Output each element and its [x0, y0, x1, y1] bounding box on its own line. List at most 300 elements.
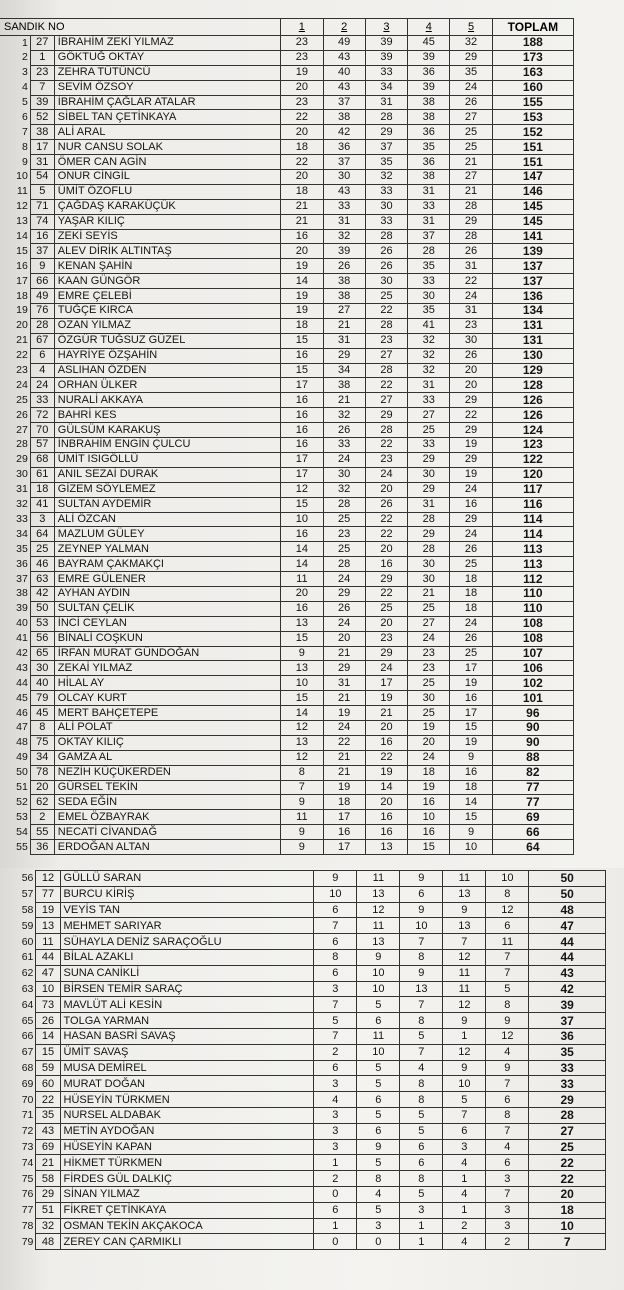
vote-count-3: 30: [365, 199, 407, 214]
vote-count-1: 16: [281, 408, 323, 423]
total-votes: 122: [492, 452, 573, 467]
vote-count-4: 39: [408, 50, 450, 65]
candidate-name: ZEKAİ YILMAZ: [54, 661, 280, 676]
total-votes: 155: [492, 95, 573, 110]
vote-count-5: 6: [486, 918, 529, 934]
vote-count-4: 37: [408, 229, 450, 244]
candidate-name: ZEREY CAN ÇARMIKLI: [60, 1234, 314, 1250]
row-number: 56: [21, 872, 34, 885]
table-row: [0, 572, 574, 587]
row-number: 12: [16, 200, 28, 213]
vote-count-5: 7: [486, 1076, 529, 1092]
vote-count-5: 18: [450, 601, 492, 616]
vote-count-5: 27: [450, 110, 492, 125]
row-number: 74: [21, 1156, 34, 1169]
vote-count-3: 5: [400, 1123, 443, 1139]
row-number: 46: [16, 706, 28, 719]
vote-count-4: 21: [408, 586, 450, 601]
vote-count-5: 22: [450, 274, 492, 289]
candidate-name: OZAN YILMAZ: [54, 318, 280, 333]
vote-count-3: 14: [365, 780, 407, 795]
candidate-name: ÖZGÜR TUĞSUZ GÜZEL: [54, 333, 280, 348]
row-number: 7: [21, 125, 28, 138]
total-votes: 102: [492, 676, 573, 691]
ballot-box-number: 67: [30, 333, 54, 348]
vote-count-1: 20: [281, 586, 323, 601]
vote-count-5: 29: [450, 50, 492, 65]
row-number: 70: [21, 1093, 34, 1106]
ballot-box-number: 59: [36, 1060, 60, 1076]
vote-count-3: 22: [365, 750, 407, 765]
table-row: [0, 80, 574, 95]
ballot-box-number: 43: [36, 1123, 60, 1139]
candidate-name: SULTAN AYDEMİR: [54, 497, 280, 512]
vote-count-4: 23: [408, 661, 450, 676]
vote-count-2: 37: [323, 95, 365, 110]
table-row: [6, 1092, 606, 1108]
vote-count-3: 8: [400, 949, 443, 965]
table-row: [0, 393, 574, 408]
vote-count-3: 39: [365, 50, 407, 65]
candidate-name: NURALİ AKKAYA: [54, 393, 280, 408]
row-number: 38: [16, 587, 28, 600]
table-row: [6, 1139, 606, 1155]
vote-count-5: 15: [450, 810, 492, 825]
ballot-box-number: 21: [36, 1155, 60, 1171]
row-number: 73: [21, 1140, 34, 1153]
row-number: 14: [16, 230, 28, 243]
total-votes: 147: [492, 170, 573, 185]
vote-count-1: 3: [314, 981, 357, 997]
vote-count-4: 25: [408, 706, 450, 721]
vote-count-1: 6: [314, 1202, 357, 1218]
candidate-name: OKTAY KILIÇ: [54, 735, 280, 750]
vote-count-5: 7: [486, 949, 529, 965]
candidate-name: ERDOĞAN ALTAN: [54, 840, 280, 855]
vote-count-2: 17: [323, 840, 365, 855]
vote-count-5: 24: [450, 80, 492, 95]
candidate-name: GAMZA AL: [54, 750, 280, 765]
header-col-5: 5: [450, 19, 492, 36]
candidate-name: ALİ ÖZCAN: [54, 512, 280, 527]
candidate-name: OLCAY KURT: [54, 691, 280, 706]
ballot-box-number: 44: [36, 949, 60, 965]
total-votes: 153: [492, 110, 573, 125]
vote-count-2: 6: [357, 1013, 400, 1029]
row-number: 37: [16, 572, 28, 585]
total-votes: 136: [492, 289, 573, 304]
total-votes: 39: [529, 997, 606, 1013]
vote-count-2: 17: [323, 810, 365, 825]
candidate-name: OSMAN TEKİN AKÇAKOCA: [60, 1218, 314, 1234]
ballot-box-number: 36: [30, 840, 54, 855]
vote-count-1: 19: [281, 289, 323, 304]
vote-count-4: 29: [408, 527, 450, 542]
vote-count-4: 28: [408, 512, 450, 527]
row-number: 20: [16, 319, 28, 332]
vote-count-1: 20: [281, 80, 323, 95]
vote-count-3: 33: [365, 65, 407, 80]
ballot-box-number: 58: [36, 1171, 60, 1187]
ballot-box-number: 5: [30, 184, 54, 199]
vote-count-5: 24: [450, 482, 492, 497]
total-votes: 124: [492, 423, 573, 438]
row-number: 11: [16, 185, 28, 198]
vote-count-3: 16: [365, 810, 407, 825]
vote-count-4: 32: [408, 363, 450, 378]
vote-count-4: 36: [408, 65, 450, 80]
row-number: 10: [16, 170, 28, 183]
ballot-box-number: 63: [30, 572, 54, 587]
vote-count-1: 16: [281, 348, 323, 363]
candidate-name: NUR CANSU SOLAK: [54, 140, 280, 155]
vote-count-3: 16: [365, 825, 407, 840]
vote-count-2: 0: [357, 1234, 400, 1250]
total-votes: 126: [492, 393, 573, 408]
vote-count-1: 9: [314, 871, 357, 887]
vote-count-2: 20: [323, 631, 365, 646]
vote-count-4: 1: [443, 1202, 486, 1218]
vote-count-2: 27: [323, 304, 365, 319]
vote-count-3: 5: [400, 1186, 443, 1202]
table-row: [0, 110, 574, 125]
candidate-name: İNCİ CEYLAN: [54, 616, 280, 631]
vote-count-3: 27: [365, 393, 407, 408]
table-row: [0, 706, 574, 721]
ballot-box-number: 49: [30, 289, 54, 304]
total-votes: 126: [492, 408, 573, 423]
vote-count-2: 19: [323, 706, 365, 721]
vote-count-5: 9: [450, 750, 492, 765]
vote-count-5: 6: [486, 1092, 529, 1108]
vote-count-2: 32: [323, 408, 365, 423]
ballot-box-number: 71: [30, 199, 54, 214]
vote-count-5: 16: [450, 497, 492, 512]
vote-count-5: 10: [450, 840, 492, 855]
table-row: [6, 1044, 606, 1060]
vote-count-1: 0: [314, 1234, 357, 1250]
ballot-box-number: 27: [30, 36, 54, 51]
row-number: 54: [16, 825, 28, 838]
vote-count-2: 16: [323, 825, 365, 840]
vote-count-4: 33: [408, 274, 450, 289]
vote-count-2: 42: [323, 125, 365, 140]
vote-count-4: 45: [408, 36, 450, 51]
table-row: [0, 750, 574, 765]
row-number: 3: [21, 66, 28, 79]
vote-count-3: 21: [365, 706, 407, 721]
header-col-2: 2: [323, 19, 365, 36]
row-number: 69: [21, 1077, 34, 1090]
ballot-box-number: 24: [30, 378, 54, 393]
vote-count-1: 17: [281, 452, 323, 467]
vote-count-4: 6: [443, 1123, 486, 1139]
total-votes: 163: [492, 65, 573, 80]
vote-count-5: 12: [486, 902, 529, 918]
vote-count-3: 33: [365, 214, 407, 229]
candidate-name: VEYİS TAN: [60, 902, 314, 918]
table-row: [6, 1107, 606, 1123]
candidate-name: BİRSEN TEMİR SARAÇ: [60, 981, 314, 997]
vote-count-2: 3: [357, 1218, 400, 1234]
ballot-box-number: 68: [30, 452, 54, 467]
vote-count-2: 26: [323, 601, 365, 616]
vote-count-4: 24: [408, 631, 450, 646]
vote-count-5: 25: [450, 125, 492, 140]
table-row: [0, 497, 574, 512]
ballot-box-number: 72: [30, 408, 54, 423]
vote-count-3: 1: [400, 1218, 443, 1234]
total-votes: 107: [492, 646, 573, 661]
vote-count-4: 18: [408, 765, 450, 780]
vote-count-5: 29: [450, 512, 492, 527]
vote-count-5: 35: [450, 65, 492, 80]
vote-count-2: 43: [323, 80, 365, 95]
vote-count-1: 5: [314, 1013, 357, 1029]
vote-count-3: 8: [400, 1013, 443, 1029]
vote-count-5: 3: [486, 1202, 529, 1218]
vote-count-1: 11: [281, 810, 323, 825]
ballot-box-number: 23: [30, 65, 54, 80]
vote-count-1: 1: [314, 1155, 357, 1171]
vote-count-2: 30: [323, 467, 365, 482]
total-votes: 47: [529, 918, 606, 934]
table-row: [6, 949, 606, 965]
table-row: [0, 65, 574, 80]
total-votes: 146: [492, 184, 573, 199]
total-votes: 114: [492, 527, 573, 542]
candidate-name: ÜMİT ISIGÖLLÜ: [54, 452, 280, 467]
vote-count-2: 5: [357, 997, 400, 1013]
vote-count-3: 5: [400, 1107, 443, 1123]
ballot-box-number: 45: [30, 706, 54, 721]
vote-count-5: 25: [450, 646, 492, 661]
vote-count-2: 38: [323, 289, 365, 304]
vote-count-4: 25: [408, 423, 450, 438]
table-row: [0, 184, 574, 199]
row-number: 22: [16, 349, 28, 362]
ballot-box-number: 2: [30, 810, 54, 825]
vote-count-3: 29: [365, 408, 407, 423]
table-row: [0, 289, 574, 304]
vote-count-5: 2: [486, 1234, 529, 1250]
vote-count-1: 20: [281, 125, 323, 140]
vote-count-3: 26: [365, 259, 407, 274]
table-row: [0, 527, 574, 542]
vote-count-4: 25: [408, 601, 450, 616]
vote-count-3: 20: [365, 616, 407, 631]
vote-count-1: 14: [281, 706, 323, 721]
total-votes: 139: [492, 244, 573, 259]
table-row: [0, 691, 574, 706]
vote-count-1: 18: [281, 184, 323, 199]
vote-count-2: 30: [323, 170, 365, 185]
vote-count-5: 29: [450, 393, 492, 408]
total-votes: 18: [529, 1202, 606, 1218]
vote-count-4: 35: [408, 304, 450, 319]
candidate-name: HİLAL AY: [54, 676, 280, 691]
vote-count-1: 17: [281, 467, 323, 482]
candidate-name: TUĞÇE KIRCA: [54, 304, 280, 319]
vote-count-5: 29: [450, 423, 492, 438]
vote-count-4: 27: [408, 616, 450, 631]
vote-count-5: 16: [450, 691, 492, 706]
table-row: [0, 795, 574, 810]
total-votes: 48: [529, 902, 606, 918]
vote-count-2: 26: [323, 423, 365, 438]
total-votes: 131: [492, 318, 573, 333]
candidate-name: ALEV DİRİK ALTINTAŞ: [54, 244, 280, 259]
table-row: [0, 825, 574, 840]
vote-count-4: 30: [408, 572, 450, 587]
table-row: [6, 902, 606, 918]
vote-count-2: 40: [323, 65, 365, 80]
vote-count-1: 12: [281, 720, 323, 735]
vote-count-4: 31: [408, 378, 450, 393]
total-votes: 129: [492, 363, 573, 378]
total-votes: 134: [492, 304, 573, 319]
vote-count-1: 0: [314, 1186, 357, 1202]
vote-count-5: 21: [450, 155, 492, 170]
vote-count-2: 5: [357, 1107, 400, 1123]
vote-count-2: 5: [357, 1155, 400, 1171]
vote-count-5: 16: [450, 765, 492, 780]
ballot-box-number: 57: [30, 438, 54, 453]
candidate-name: GÜLSÜM KARAKUŞ: [54, 423, 280, 438]
header-sandik-no: SANDIK NO: [0, 19, 281, 36]
candidate-name: ÜMİT SAVAŞ: [60, 1044, 314, 1060]
vote-count-1: 22: [281, 110, 323, 125]
vote-count-5: 26: [450, 244, 492, 259]
vote-count-3: 8: [400, 1076, 443, 1092]
vote-count-4: 5: [443, 1092, 486, 1108]
table-row: [6, 1060, 606, 1076]
row-number: 45: [16, 691, 28, 704]
ballot-box-number: 75: [30, 735, 54, 750]
table-row: [6, 1155, 606, 1171]
table-row: [0, 780, 574, 795]
vote-count-4: 4: [443, 1186, 486, 1202]
row-number: 42: [16, 646, 28, 659]
table-row: [6, 965, 606, 981]
candidate-name: KAAN GÜNGÖR: [54, 274, 280, 289]
candidate-name: MAVLÜT ALİ KESİN: [60, 997, 314, 1013]
vote-count-1: 21: [281, 214, 323, 229]
table-row: [0, 438, 574, 453]
vote-count-2: 21: [323, 646, 365, 661]
candidate-name: SUNA CANİKLİ: [60, 965, 314, 981]
vote-count-5: 3: [486, 1218, 529, 1234]
table-row: [0, 810, 574, 825]
row-number: 28: [16, 438, 28, 451]
vote-count-2: 29: [323, 586, 365, 601]
row-number: 57: [21, 888, 34, 901]
row-number: 15: [16, 244, 28, 257]
vote-count-1: 16: [281, 527, 323, 542]
candidate-name: GÜRSEL TEKİN: [54, 780, 280, 795]
vote-count-3: 23: [365, 631, 407, 646]
candidate-name: ORHAN ÜLKER: [54, 378, 280, 393]
vote-count-2: 24: [323, 452, 365, 467]
vote-count-4: 33: [408, 438, 450, 453]
row-number: 66: [21, 1030, 34, 1043]
row-number: 75: [21, 1172, 34, 1185]
candidate-name: EMEL ÖZBAYRAK: [54, 810, 280, 825]
vote-count-2: 22: [323, 735, 365, 750]
candidate-name: BAYRAM ÇAKMAKÇI: [54, 557, 280, 572]
vote-count-3: 8: [400, 1171, 443, 1187]
vote-count-3: 30: [365, 274, 407, 289]
vote-count-5: 7: [486, 1186, 529, 1202]
vote-count-4: 20: [408, 735, 450, 750]
vote-count-3: 22: [365, 586, 407, 601]
table-row: [0, 542, 574, 557]
vote-count-1: 15: [281, 497, 323, 512]
row-number: 67: [21, 1046, 34, 1059]
row-number: 71: [21, 1109, 34, 1122]
total-votes: 20: [529, 1186, 606, 1202]
ballot-box-number: 46: [30, 557, 54, 572]
total-votes: 110: [492, 586, 573, 601]
ballot-box-number: 11: [36, 934, 60, 950]
vote-count-3: 35: [365, 155, 407, 170]
vote-count-1: 7: [314, 997, 357, 1013]
vote-count-1: 23: [281, 50, 323, 65]
candidate-name: İBRAHİM ÇAĞLAR ATALAR: [54, 95, 280, 110]
vote-count-5: 10: [486, 871, 529, 887]
ballot-box-number: 16: [30, 229, 54, 244]
vote-count-5: 24: [450, 289, 492, 304]
total-votes: 90: [492, 735, 573, 750]
vote-count-4: 7: [443, 934, 486, 950]
vote-count-4: 36: [408, 125, 450, 140]
table-row: [0, 452, 574, 467]
vote-count-4: 35: [408, 259, 450, 274]
table-row: [0, 557, 574, 572]
row-number: 6: [21, 110, 28, 123]
table-row: [0, 765, 574, 780]
total-votes: 120: [492, 467, 573, 482]
header-col-4: 4: [408, 19, 450, 36]
total-votes: 77: [492, 795, 573, 810]
row-number: 35: [16, 542, 28, 555]
total-votes: 130: [492, 348, 573, 363]
vote-count-4: 30: [408, 691, 450, 706]
vote-count-5: 19: [450, 735, 492, 750]
vote-count-5: 17: [450, 661, 492, 676]
vote-count-1: 7: [281, 780, 323, 795]
total-votes: 110: [492, 601, 573, 616]
row-number: 36: [16, 557, 28, 570]
vote-count-3: 22: [365, 438, 407, 453]
candidate-name: BİLAL AZAKLI: [60, 949, 314, 965]
vote-count-2: 10: [357, 1044, 400, 1060]
row-number: 65: [21, 1014, 34, 1027]
vote-count-3: 4: [400, 1060, 443, 1076]
ballot-box-number: 37: [30, 244, 54, 259]
vote-count-5: 18: [450, 572, 492, 587]
candidate-name: NEZİH KÜÇÜKERDEN: [54, 765, 280, 780]
candidate-name: SİNAN YILMAZ: [60, 1186, 314, 1202]
table-row: [0, 661, 574, 676]
vote-count-3: 29: [365, 572, 407, 587]
vote-count-1: 19: [281, 304, 323, 319]
candidate-name: KENAN ŞAHİN: [54, 259, 280, 274]
vote-count-3: 37: [365, 140, 407, 155]
total-votes: 42: [529, 981, 606, 997]
ballot-box-number: 12: [36, 871, 60, 887]
row-number: 47: [16, 721, 28, 734]
